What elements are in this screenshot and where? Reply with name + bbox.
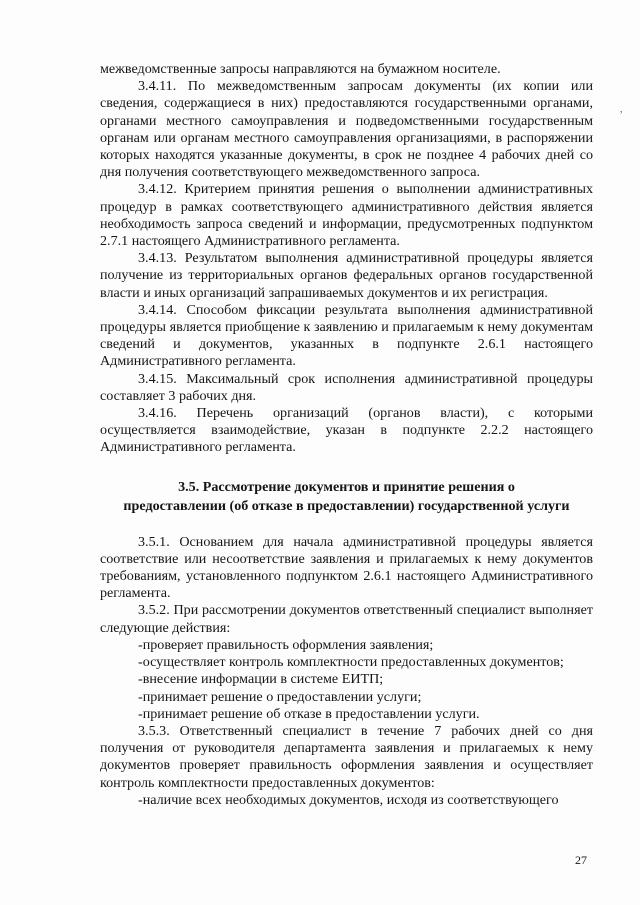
paragraph-3-4-15: 3.4.15. Максимальный срок исполнения административной процедуры составляет 3 рабочих дня. xyxy=(100,370,593,404)
list-item: -принимает решение об отказе в предоставлении услуги. xyxy=(138,705,480,722)
paragraph-3-4-16: 3.4.16. Перечень организаций (органов власти), с которыми осуществляется взаимодействие, указан в подпункте 2.2.2 настоящего Административного регламента. xyxy=(100,405,593,456)
section-heading-line-1: 3.5. Рассмотрение документов и принятие решения о xyxy=(178,478,515,495)
paragraph-continuation: межведомственные запросы направляются на бумажном носителе. xyxy=(100,61,501,77)
section-heading xyxy=(100,478,593,516)
list-item: -осуществляет контроль комплектности предоставленных документов; xyxy=(138,654,564,671)
section-heading-line-2: предоставлении (об отказе в предоставлении) государственной услуги xyxy=(123,497,570,514)
margin-mark: , xyxy=(620,104,623,115)
paragraph-3-5-3: 3.5.3. Ответственный специалист в течение 7 рабочих дней со дня получения от руководителя департамента заявления и прилагаемых к нему документов проверяет правильность оформления заявления и осуществляет контроль комплектности предоставленных документов: xyxy=(100,722,593,791)
paragraph-continued-item: -наличие всех необходимых документов, исходя из соответствующего xyxy=(138,791,559,808)
paragraph-3-4-13: 3.4.13. Результатом выполнения административной процедуры является получение из территориальных органов федеральных органов государственной власти и иных организаций запрашиваемых документов и их регистрация. xyxy=(100,250,593,301)
list-item: -проверяет правильность оформления заявления; xyxy=(138,636,434,653)
paragraph-3-4-14: 3.4.14. Способом фиксации результата выполнения административной процедуры является приобщение к заявлению и прилагаемым к нему документам сведений и документов, указанных в подпункте 2.6.1 настоящего Административного регламента. xyxy=(100,301,593,370)
document-body xyxy=(100,61,593,809)
list-item: -принимает решение о предоставлении услуги; xyxy=(138,688,422,705)
paragraph-3-4-12: 3.4.12. Критерием принятия решения о выполнении административных процедур в рамках соответствующего административного действия является необходимость запроса сведений и информации, предусмотренных подпунктом 2.7.1 настоящего Административного регламента. xyxy=(100,181,593,250)
paragraph-3-4-11: 3.4.11. По межведомственным запросам документы (их копии или сведения, содержащиеся в них) предоставляются государственными органами, органами местного самоуправления и подведомственными государственным органам или органам местного самоуправления организациями, в распоряжении которых находятся указанные документы, в срок не позднее 4 рабочих дней со дня получения соответствующего межведомственного запроса. xyxy=(100,78,593,181)
paragraph-3-5-2: 3.5.2. При рассмотрении документов ответственный специалист выполняет следующие действия: xyxy=(100,602,593,636)
paragraph-3-5-1: 3.5.1. Основанием для начала административной процедуры является соответствие или несоответствие заявления и прилагаемых к нему документов требованиям, установленного подпунктом 2.6.1 настоящего Административного регламента. xyxy=(100,533,593,602)
list-item: -внесение информации в системе ЕИТП; xyxy=(138,671,384,688)
page-number: 27 xyxy=(575,853,587,867)
